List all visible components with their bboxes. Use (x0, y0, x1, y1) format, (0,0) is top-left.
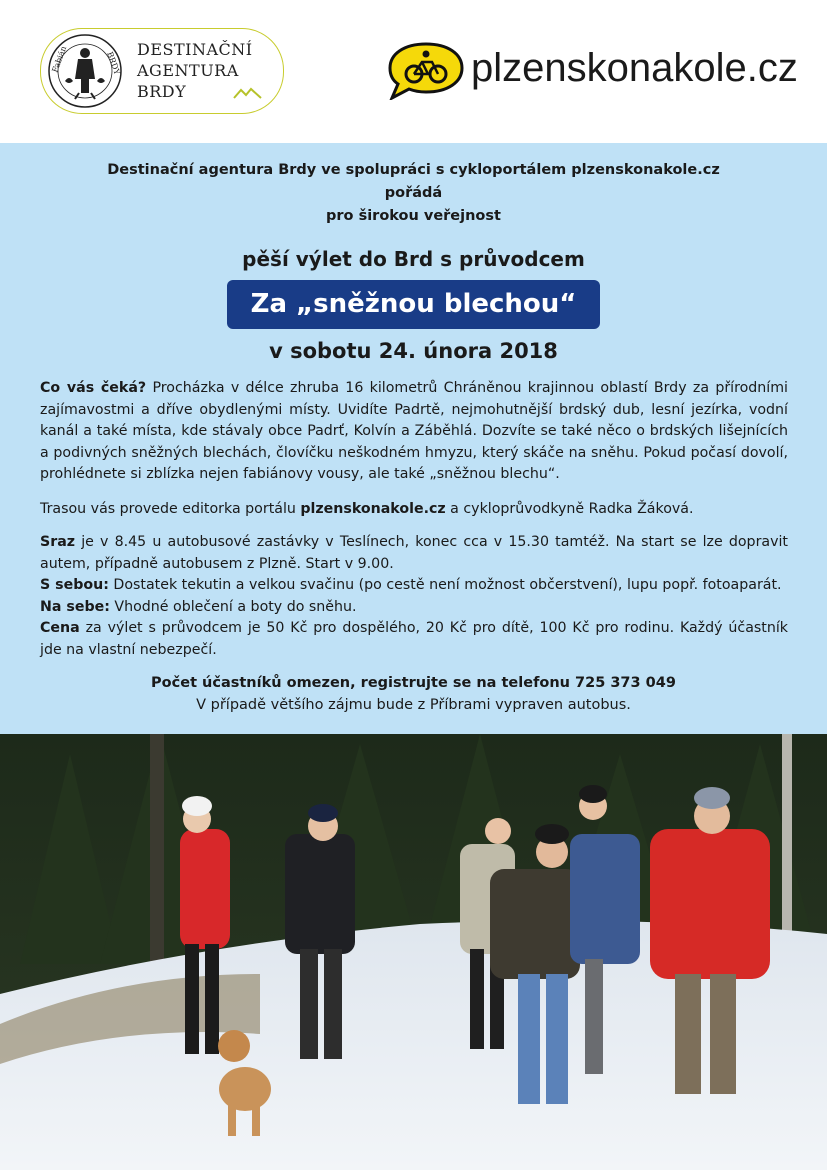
bring-label: S sebou: (40, 577, 109, 593)
meeting-info (40, 532, 788, 575)
hikers-photo (0, 734, 827, 1170)
hikers-illustration (0, 734, 827, 1170)
agency-line-2: AGENTURA (137, 61, 239, 80)
price-label: Cena (40, 620, 80, 636)
svg-text:Fabián: Fabián (50, 44, 69, 74)
meeting-label: Sraz (40, 534, 76, 550)
intro-line-1: Destinační agentura Brdy ve spolupráci s cykloportálem plzenskonakole.cz (107, 162, 720, 178)
guide-paragraph (40, 499, 788, 521)
description-label: Co vás čeká? (40, 380, 147, 396)
guide-text-post: a cykloprůvodkyně Radka Žáková. (445, 501, 694, 517)
intro-line-2: pořádá (384, 185, 443, 201)
description-text: Procházka v délce zhruba 16 kilometrů Chráněnou krajinnou oblastí Brdy za přírodními zajímavostmi a dříve obydlenými místy. Uvidíte Padrtě, nejmohutnější brdský dub, lesní jezírka, vodní kanál a také místa, kde stávaly obce Padrť, Kolvín a Záběhlá. Dozvíte se také něco o brdských lišejnících a podivných sněžných blechách, človíčku neškodném hmyzu, který skáče na sněhu. Pokud počasí dovolí, prohlédnete si zblízka nejen fabiánovy vousy, ale také „sněžnou blechu“. (40, 380, 789, 482)
description-paragraph (40, 378, 788, 486)
fabian-emblem-icon (45, 31, 125, 111)
mountain-icon (233, 87, 263, 99)
wear-text: Vhodné oblečení a boty do sněhu. (109, 598, 357, 615)
bike-bubble-icon (386, 40, 466, 100)
bring-info (40, 575, 788, 597)
meeting-text: je v 8.45 u autobusové zastávky v Teslínech, konec cca v 15.30 tamtéž. Na start se lze dopravit autem, případně autobusem z Plzně. Start v 9.00. (40, 534, 788, 572)
header (0, 0, 827, 143)
agency-line-1: DESTINAČNÍ (137, 40, 253, 59)
price-text: za výlet s průvodcem je 50 Kč pro dospělého, 20 Kč pro dítě, 100 Kč pro rodinu. Každý účastník jde na vlastní nebezpečí. (40, 620, 788, 658)
event-title: Za „sněžnou blechou“ (227, 280, 600, 329)
svg-text:BRDY: BRDY (105, 50, 122, 76)
registration-line: Počet účastníků omezen, registrujte se na telefonu 725 373 049 (151, 675, 676, 691)
event-date: v sobotu 24. února 2018 (269, 339, 558, 363)
logistics-paragraph (40, 532, 788, 661)
agency-line-3: BRDY (137, 82, 187, 101)
event-info-panel (0, 143, 827, 734)
agency-logo (40, 28, 284, 114)
portal-logo (386, 40, 806, 100)
wear-label: Na sebe: (40, 598, 110, 615)
price-info (40, 618, 788, 661)
portal-name: plzenskonakole.cz (471, 46, 798, 90)
bring-text: Dostatek tekutin a velkou svačinu (po cestě není možnost občerstvení), lupu popř. fotoaparát. (108, 577, 782, 593)
guide-text-pre: Trasou vás provede editorka portálu (40, 501, 301, 517)
event-subtitle: pěší výlet do Brd s průvodcem (242, 247, 585, 271)
intro-line-3: pro širokou veřejnost (326, 208, 501, 224)
wear-info (40, 597, 788, 619)
bus-note: V případě většího zájmu bude z Příbrami vypraven autobus. (196, 697, 631, 713)
guide-portal-name: plzenskonakole.cz (300, 501, 446, 517)
